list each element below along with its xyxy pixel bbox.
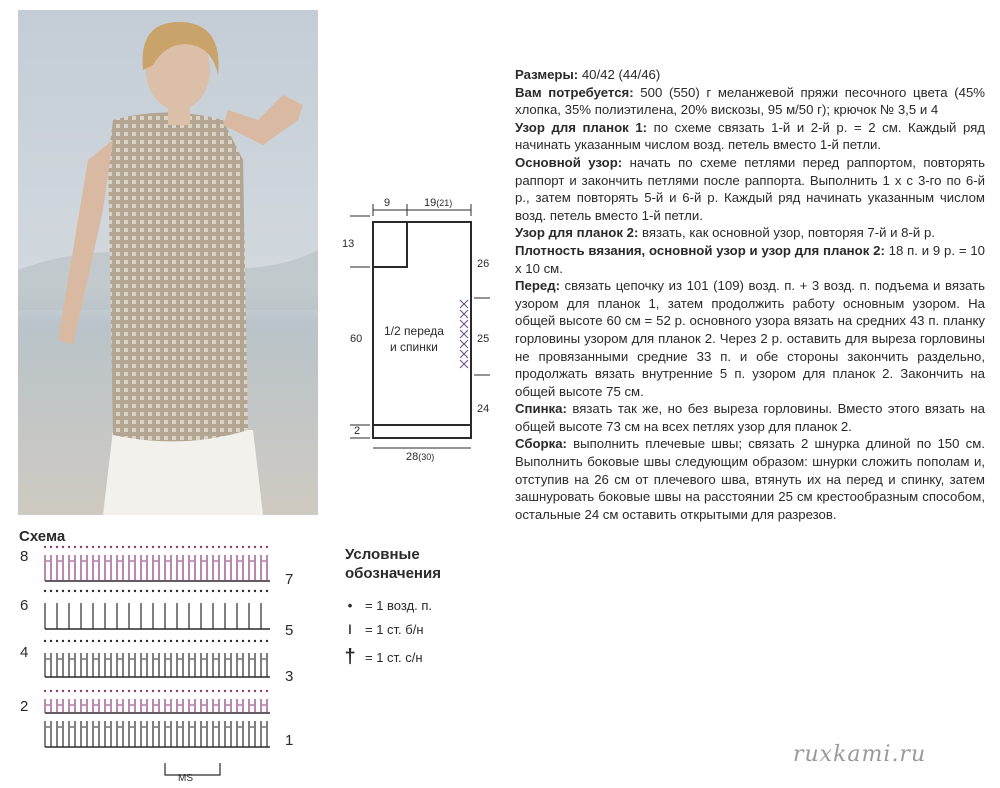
dim-top-left: 9 (384, 197, 391, 209)
row-label-6: 6 (20, 597, 29, 614)
row-label-1: 1 (285, 732, 294, 749)
gauge-paragraph: Плотность вязания, основной узор и узор для планок 2: 18 п. и 9 р. = 10 х 10 см. (515, 242, 985, 276)
diagram-label-1: 1/2 переда (384, 324, 444, 338)
diagram-label-2: и спинки (390, 340, 438, 354)
row-label-8: 8 (20, 548, 29, 565)
dim-left-top: 13 (342, 238, 355, 250)
model-photo (18, 10, 318, 515)
dim-right-mid: 25 (477, 333, 490, 345)
assembly-paragraph: Сборка: выполнить плечевые швы; связать 2 шнурка длиной по 150 см. Выполнить боковые швы следующим образом: шнурки сложить пополам и, отступив на 26 см от плечевого шва, втянуть их на перед и спинку, затем зашнуровать боковые швы на расстоянии 25 см крестообразным способом, остальные 24 см оставить открытыми для разрезов. (515, 436, 985, 522)
single-crochet-icon: ǀ (348, 622, 352, 637)
dim-top-right: 19(21) (424, 197, 453, 209)
row-label-7: 7 (285, 571, 294, 588)
row-label-4: 4 (20, 644, 29, 661)
legend-item-dc: † = 1 ст. с/н (335, 646, 423, 669)
back-paragraph: Спинка: вязать так же, но без выреза горловины. Вместо этого вязать на общей высоте 73 см на всех петлях узор для планок 2. (515, 401, 985, 434)
front-paragraph: Перед: связать цепочку из 101 (109) возд. п. + 3 возд. п. подъема и вязать узором для планок 1, затем продолжить работу основным узором. На общей высоте 60 см = 52 р. основного узора вязать на средних 43 п. планку горловины узором для планок 2. Через 2 р. оставить для выреза горловины не провязанными средние 33 п. и обе стороны закончить раздельно, продолжать вязать внутренние 5 п. узором для планок 2. Закончить на общей высоте 75 см. (515, 278, 985, 399)
legend-item-chain: • = 1 возд. п. (335, 598, 432, 613)
dim-left-bottom: 2 (354, 425, 361, 437)
crochet-scheme (15, 525, 315, 788)
dim-right-bottom: 24 (477, 403, 490, 415)
double-crochet-icon: † (344, 646, 356, 668)
dim-bottom: 28(30) (406, 451, 435, 463)
sizes-paragraph: Размеры: 40/42 (44/46) (515, 67, 661, 82)
edging-pattern-2-paragraph: Узор для планок 2: вязать, как основной узор, повторяя 7-й и 8-й р. (515, 225, 935, 241)
legend-item-sc: ǀ = 1 ст. б/н (335, 622, 424, 637)
lacing-cross-marks (460, 300, 468, 368)
scheme-title: Схема (19, 528, 66, 545)
garment-pattern-diagram (340, 190, 510, 470)
row-label-5: 5 (285, 622, 294, 639)
legend-title: Условные обозначения (345, 546, 441, 582)
neckline-line (373, 222, 407, 267)
chain-stitch-icon: • (347, 598, 353, 613)
materials-paragraph: Вам потребуется: 500 (550) г меланжевой пряжи песочного цвета (45% хлопка, 35% полиэтилена, 20% вискозы, 95 м/50 г); крючок № 3,5 и 4 (515, 84, 986, 118)
main-pattern-paragraph: Основной узор: начать по схеме петлями перед раппортом, повторять раппорт и закончить петлями после раппорта. Выполнить 1 х с 3-го по 6-й р., затем повторять 5-й и 6-й р. Каждый ряд начинать указанным числом возд. петель вместо 1-й петли. (515, 154, 985, 223)
edging-pattern-1-paragraph: Узор для планок 1: по схеме связать 1-й и 2-й р. = 2 см. Каждый ряд начинать указанным числом возд. петель вместо 1-й петли. (515, 119, 986, 153)
dim-right-top: 26 (477, 258, 490, 270)
watermark: ruxkami.ru (793, 742, 927, 767)
scheme-rows (44, 546, 270, 747)
legend (335, 545, 505, 685)
dim-left-mid: 60 (350, 333, 363, 345)
instructions-text (515, 66, 985, 523)
row-label-2: 2 (20, 698, 29, 715)
row-label-3: 3 (285, 668, 294, 685)
ms-label: MS (178, 773, 193, 784)
